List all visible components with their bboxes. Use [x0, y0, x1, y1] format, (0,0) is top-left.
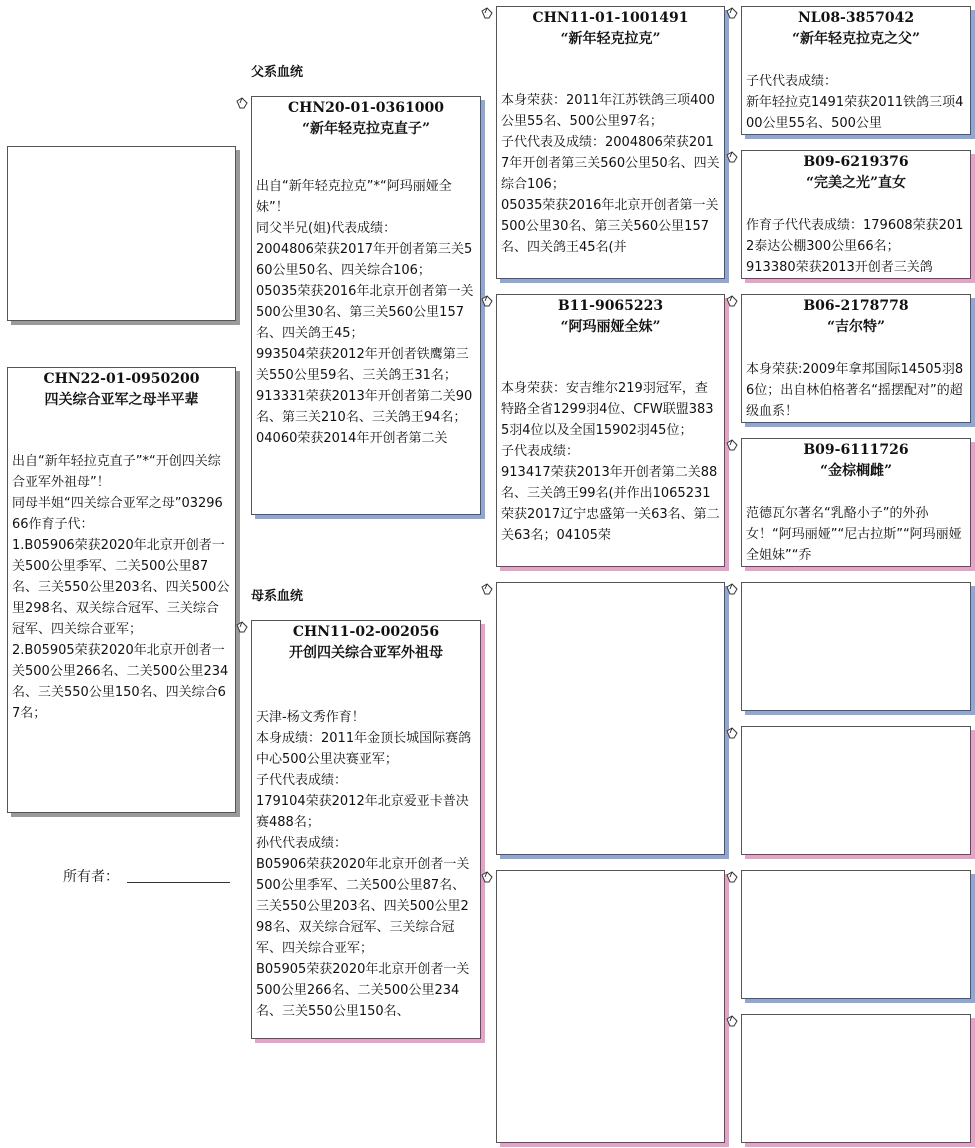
subject-card	[7, 367, 236, 813]
sdd-desc: 范德瓦尔著名“乳酪小子”的外孙女！“阿玛丽娅”“尼古拉斯”“阿玛丽娅全姐妹”“乔	[746, 506, 962, 563]
sss-card	[741, 6, 971, 135]
sire-sire-name: “新年轻克拉克”	[560, 31, 661, 47]
dam-sire-card	[496, 582, 725, 855]
owner-label: 所有者：	[63, 869, 119, 885]
link-handle-icon[interactable]	[725, 726, 739, 740]
dam-card	[251, 620, 481, 1039]
sire-dam-name: “阿玛丽娅全妹”	[560, 319, 661, 335]
sire-ring: CHN20-01-0361000	[288, 100, 444, 116]
ssd-ring: B09-6219376	[803, 154, 909, 170]
paternal-line-label: 父系血统	[251, 65, 304, 80]
dsd-card	[741, 726, 971, 855]
subject-ring: CHN22-01-0950200	[43, 371, 200, 387]
maternal-line-label: 母系血统	[251, 589, 304, 604]
link-handle-icon[interactable]	[725, 6, 739, 20]
dds-card	[741, 870, 971, 999]
link-handle-icon[interactable]	[725, 294, 739, 308]
subject-name: 四关综合亚军之母半平辈	[44, 392, 199, 408]
sire-dam-ring: B11-9065223	[557, 298, 664, 314]
ssd-name: “完美之光”直女	[805, 175, 907, 191]
dam-desc: 天津-杨文秀作育！ 本身成绩：2011年金顶长城国际赛鸽中心500公里决赛亚军； 子代代表成绩： 179104荣获2012年北京爱亚卡普决赛488名； 孙代代表成绩： B05906荣获2020年北京开创者一关500公里季军、二关500公里87名、三关550公里203名、四关500公里298名、双关综合冠军、三关综合冠军、四关综合亚军； B05905荣获2020年北京开创者一关500公里266名、二关500公里234名、三关550公里150名、	[256, 710, 472, 1019]
subject-desc: 出自“新年轻拉克直子”*“开创四关综合亚军外祖母”！ 同母半姐“四关综合亚军之母”0329666作育子代： 1.B05906荣获2020年北京开创者一关500公里季军、二关500公里87名、三关550公里203名、四关500公里298名、双关综合冠军、三关综合冠军、四关综合亚军； 2.B05905荣获2020年北京开创者一关500公里266名、二关500公里234名、三关550公里150名、四关综合67名；	[12, 454, 230, 721]
owner-field[interactable]	[127, 866, 230, 883]
link-handle-icon[interactable]	[480, 870, 494, 884]
link-handle-icon[interactable]	[235, 620, 249, 634]
dam-ring: CHN11-02-002056	[292, 624, 440, 640]
link-handle-icon[interactable]	[725, 870, 739, 884]
link-handle-icon[interactable]	[235, 96, 249, 110]
sds-name: “吉尔特”	[826, 319, 886, 335]
ddd-card	[741, 1014, 971, 1143]
dss-card	[741, 582, 971, 711]
sdd-name: “金棕榈雌”	[819, 463, 893, 479]
link-handle-icon[interactable]	[480, 294, 494, 308]
sire-desc: 出自“新年轻克拉克”*“阿玛丽娅全妹”！ 同父半兄(姐)代表成绩： 2004806荣获2017年开创者第三关560公里50名、四关综合106； 05035荣获2016年北京开创者第一关500公里30名、第三关560公里157名、四关鸽王45； 993504荣获2012年开创者铁鹰第三关550公里59名、三关鸽王31名； 913331荣获2013年开创者第二关90名、第三关210名、三关鸽王94名； 04060荣获2014年开创者第二关	[256, 179, 474, 446]
link-handle-icon[interactable]	[480, 582, 494, 596]
link-handle-icon[interactable]	[480, 6, 494, 20]
sire-sire-ring: CHN11-01-1001491	[532, 10, 689, 26]
dam-name: 开创四关综合亚军外祖母	[289, 645, 443, 661]
sire-dam-desc: 本身荣获：安吉维尔219羽冠军，查特路全省1299羽4位、CFW联盟3835羽4位以及全国15902羽45位； 子代表成绩： 913417荣获2013年开创者第二关88名、三关鸽王99名(并作出1065231荣获2017辽宁忠盛第一关63名、第二关63名；04105荣	[501, 381, 720, 543]
link-handle-icon[interactable]	[725, 438, 739, 452]
sds-desc: 本身荣获:2009年拿邦国际14505羽86位；出自林伯格著名“摇摆配对”的超级血系！	[746, 362, 964, 419]
sss-ring: NL08-3857042	[797, 10, 915, 26]
sss-desc: 子代代表成绩： 新年轻拉克1491荣获2011铁鸽三项400公里55名、500公里	[746, 74, 964, 131]
sire-sire-card	[496, 6, 725, 279]
link-handle-icon[interactable]	[725, 1014, 739, 1028]
sss-name: “新年轻克拉克之父”	[791, 31, 921, 47]
sire-dam-card	[496, 294, 725, 567]
sire-sire-desc: 本身荣获：2011年江苏铁鸽三项400公里55名、500公里97名； 子代代表及成绩：2004806荣获2017年开创者第三关560公里50名、四关综合106； 05035荣获2016年北京开创者第一关500公里30名、第三关560公里157名、四关鸽王45名(并	[501, 93, 720, 255]
ssd-desc: 作育子代代表成绩：179608荣获2012泰达公棚300公里66名； 913380荣获2013开创者三关鸽	[746, 218, 964, 275]
sds-card	[741, 294, 971, 423]
ssd-card	[741, 150, 971, 279]
sds-ring: B06-2178778	[803, 298, 909, 314]
sire-card	[251, 96, 481, 515]
link-handle-icon[interactable]	[725, 150, 739, 164]
link-handle-icon[interactable]	[725, 582, 739, 596]
dam-dam-card	[496, 870, 725, 1143]
sdd-card	[741, 438, 971, 567]
sdd-ring: B09-6111726	[803, 442, 909, 458]
photo-box	[7, 146, 236, 321]
sire-name: “新年轻克拉克直子”	[301, 121, 431, 137]
